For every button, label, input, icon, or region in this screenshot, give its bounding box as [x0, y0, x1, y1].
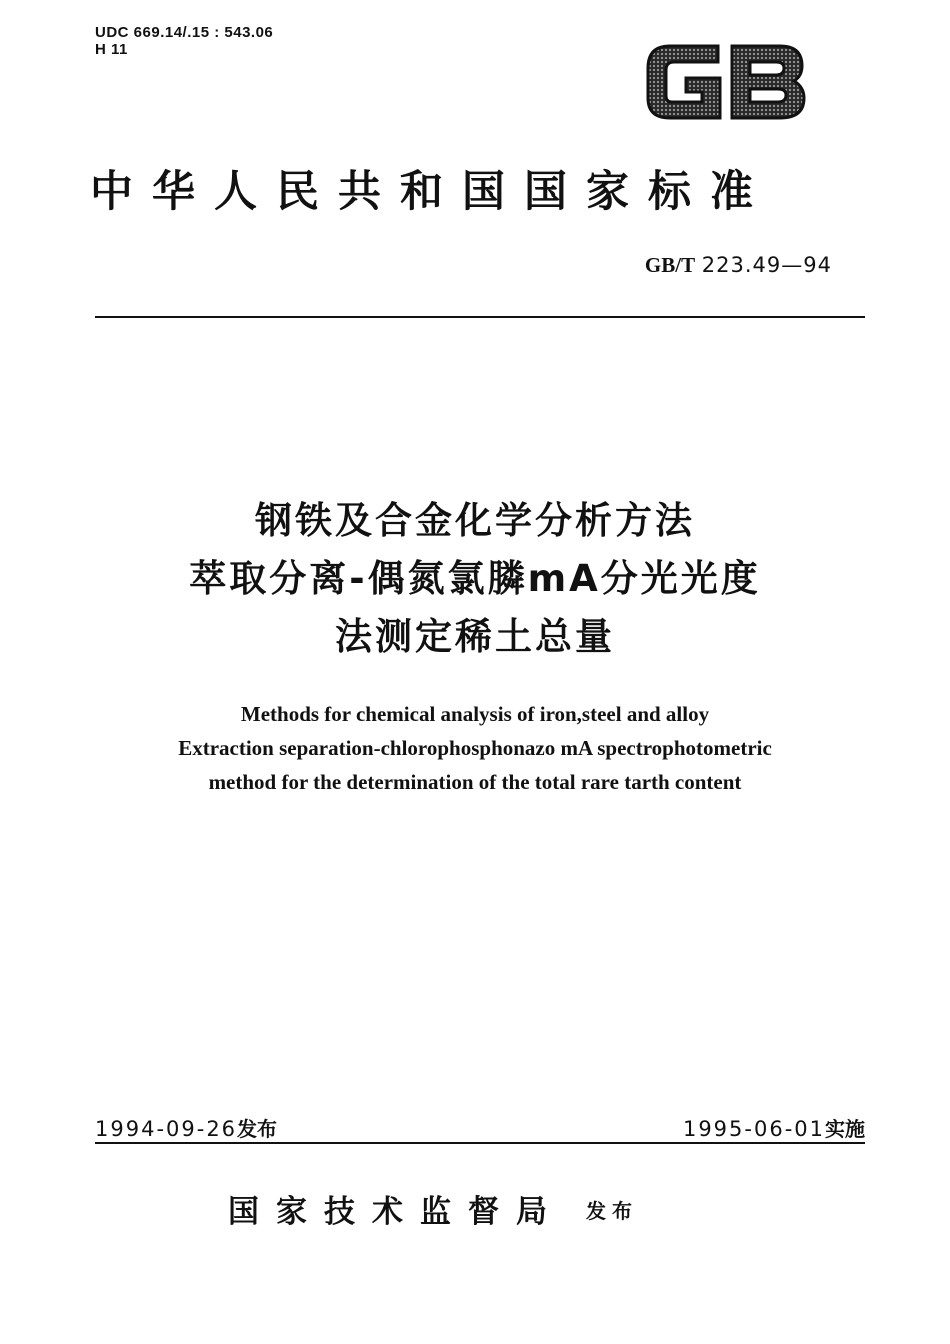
issuer — [228, 1186, 638, 1231]
standard-code-prefix: GB/T — [644, 253, 696, 277]
top-divider — [95, 316, 865, 318]
title-en-line-3: method for the determination of the total rare tarth content — [208, 770, 742, 794]
effective-date-value: 1995-06-01 — [682, 1117, 825, 1141]
title-cn-line-2: 萃取分离-偶氮氯膦mA分光光度 — [189, 557, 761, 600]
udc-classification — [95, 24, 273, 58]
title-en-line-1: Methods for chemical analysis of iron,steel and alloy — [240, 702, 710, 726]
standard-code-number: 223.49—94 — [701, 253, 832, 277]
title-cn-line-3: 法测定稀土总量 — [335, 615, 615, 658]
title-english — [0, 697, 950, 799]
title-cn-line-1: 钢铁及合金化学分析方法 — [255, 499, 695, 542]
standard-name: 中华人民共和国国家标准 — [90, 167, 772, 217]
udc-code: UDC 669.14/.15 : 543.06 — [95, 24, 274, 41]
issue-date-value: 1994-09-26 — [95, 1117, 238, 1141]
issue-date-label: 发布 — [237, 1117, 278, 1141]
issuer-org: 国家技术监督局 — [228, 1194, 564, 1230]
gb-logo — [640, 40, 810, 124]
effective-date-label: 实施 — [825, 1117, 865, 1141]
bottom-divider — [95, 1142, 865, 1144]
title-en-line-2: Extraction separation-chlorophosphonazo mA spectrophotometric — [178, 736, 772, 760]
title-chinese — [0, 492, 950, 666]
issue-date — [95, 1113, 277, 1142]
effective-date — [683, 1113, 865, 1142]
issuer-action: 发布 — [586, 1199, 638, 1223]
class-code: H 11 — [95, 41, 128, 58]
gb-logo-mark — [640, 40, 810, 124]
standard-code — [645, 253, 832, 278]
